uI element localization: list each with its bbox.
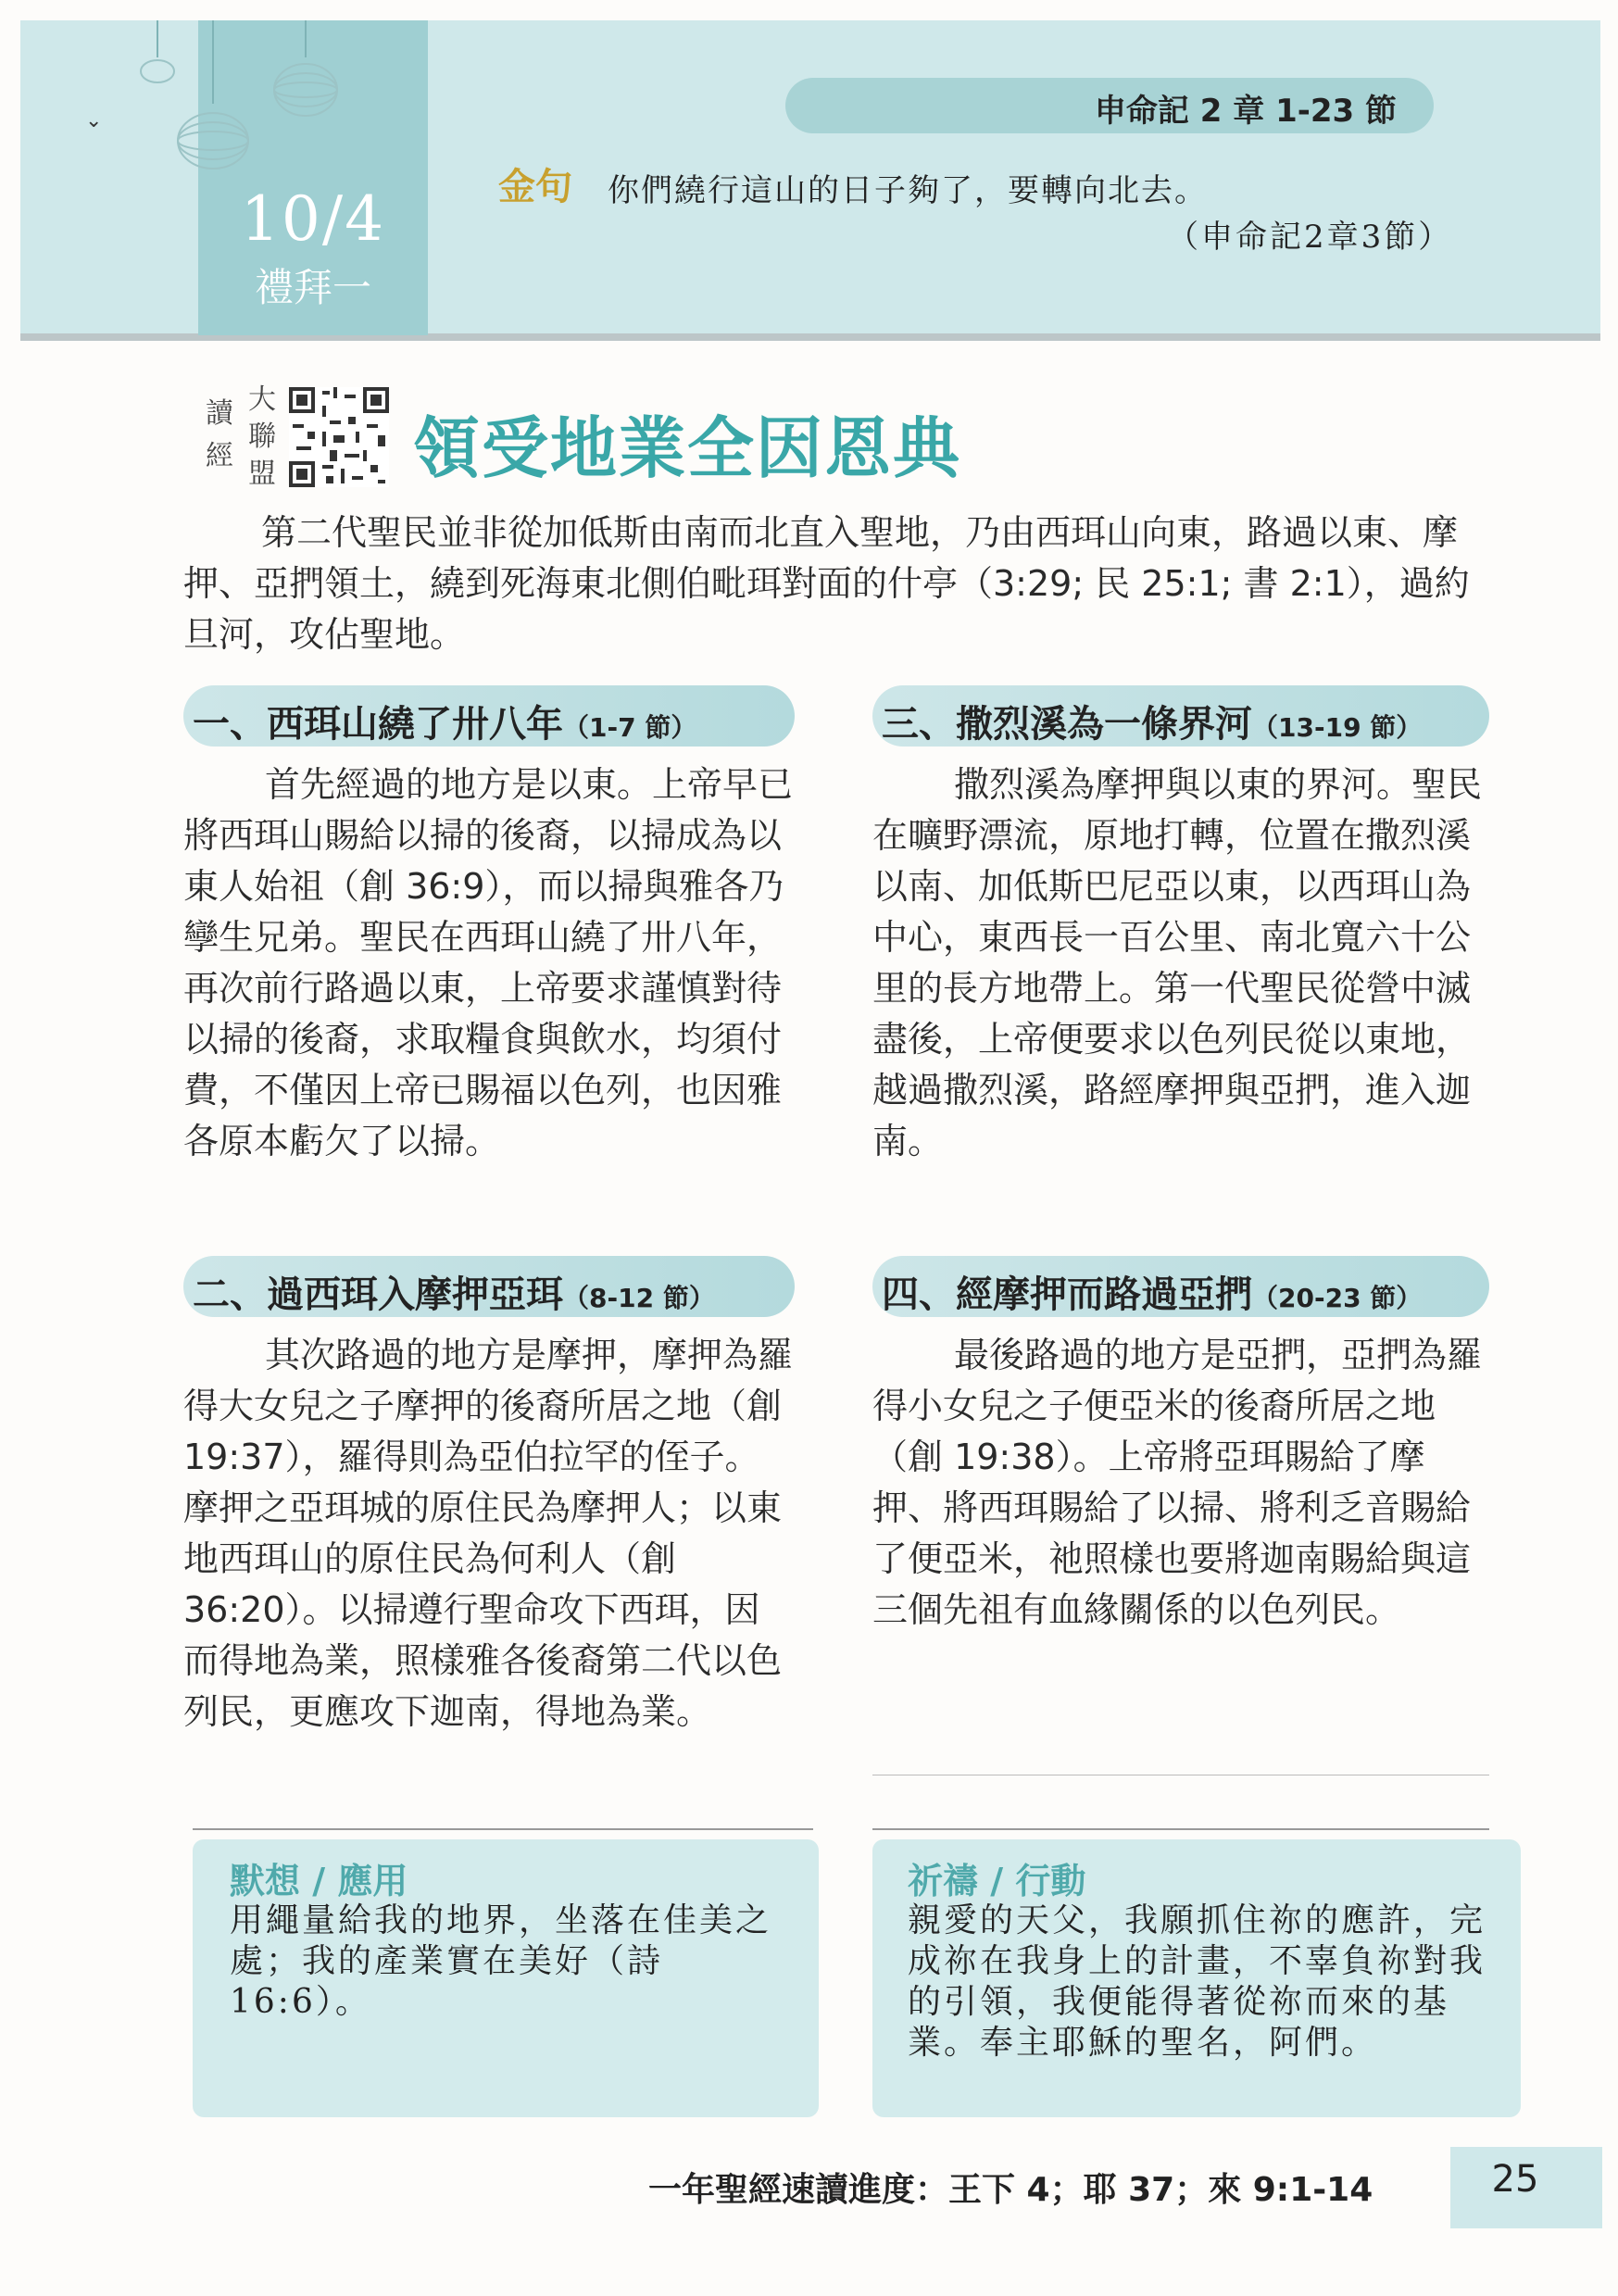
section-verse-ref: （1-7 節） [563, 712, 697, 743]
prayer-text: 親愛的天父，我願抓住祢的應許，完成祢在我身上的計畫，不辜負祢對我的引領，我便能得著從祢而來的基業。奉主耶穌的聖名，阿們。 [908, 1901, 1486, 2062]
divider [193, 1828, 813, 1830]
section-heading-text: 一、西珥山繞了卅八年 [193, 703, 563, 746]
reading-progress: 一年聖經速讀進度：王下 4；耶 37；來 9:1-14 [648, 2171, 1373, 2209]
section-body-2: 其次路過的地方是摩押，摩押為羅得大女兒之子摩押的後裔所居之地（創 19:37），羅得則為亞伯拉罕的侄子。摩押之亞珥城的原住民為摩押人；以東地西珥山的原住民為何利人（創 36:20）。以掃遵行聖命攻下西珥，因而得地為業，照樣雅各後裔第二代以色列民，更應攻下迦南，得地為業。 [183, 1335, 794, 1732]
lantern-ornament-icon [120, 20, 361, 178]
chevron-icon: ⌄ [85, 109, 103, 132]
page-number: 25 [1491, 2158, 1539, 2201]
section-verse-ref: （13-19 節） [1252, 712, 1423, 743]
section-body-3: 撒烈溪為摩押與以東的界河。聖民在曠野漂流，原地打轉，位置在撒烈溪以南、加低斯巴尼亞以東，以西珥山為中心，東西長一百公里、南北寬六十公里的長方地帶上。第一代聖民從營中滅盡後，上帝便要求以色列民從以東地，越過撒烈溪，路經摩押與亞捫，進入迦南。 [872, 764, 1483, 1161]
golden-verse-label: 金句 [498, 166, 572, 208]
meditation-title: 默想 / 應用 [230, 1861, 408, 1901]
section-verse-ref: （8-12 節） [563, 1283, 715, 1313]
golden-verse-reference: （申命記2章3節） [1167, 219, 1453, 256]
date: 10/4 [240, 183, 386, 255]
section-title-4 [882, 1265, 1422, 1318]
meditation-text: 用繩量給我的地界，坐落在佳美之處；我的產業實在美好（詩16:6）。 [230, 1901, 772, 2021]
label-alliance: 大聯盟 [248, 383, 276, 490]
label-read-bible: 讀經 [206, 397, 233, 472]
reading-reference: 申命記 2 章 1-23 節 [1094, 93, 1397, 130]
qr-code-icon [289, 387, 389, 487]
weekday: 禮拜一 [254, 265, 371, 310]
page-title: 領受地業全因恩典 [413, 408, 962, 487]
section-heading-text: 四、經摩押而路過亞捫 [882, 1273, 1252, 1316]
section-title-2 [193, 1265, 715, 1318]
section-body-1: 首先經過的地方是以東。上帝早已將西珥山賜給以掃的後裔，以掃成為以東人始祖（創 36:9），而以掃與雅各乃孿生兄弟。聖民在西珥山繞了卅八年，再次前行路過以東，上帝要求謹慎對待以掃的後裔，求取糧食與飲水，均須付費，不僅因上帝已賜福以色列，也因雅各原本虧欠了以掃。 [183, 764, 794, 1161]
section-verse-ref: （20-23 節） [1252, 1283, 1423, 1313]
section-heading-text: 三、撒烈溪為一條界河 [882, 703, 1252, 746]
section-body-4: 最後路過的地方是亞捫，亞捫為羅得小女兒之子便亞米的後裔所居之地（創 19:38）。上帝將亞珥賜給了摩押、將西珥賜給了以掃、將利乏音賜給了便亞米，祂照樣也要將迦南賜給與這三個先祖有血緣關係的以色列民。 [872, 1335, 1483, 1630]
golden-verse-text: 你們繞行這山的日子夠了，要轉向北去。 [608, 172, 1208, 209]
intro-paragraph: 第二代聖民並非從加低斯由南而北直入聖地，乃由西珥山向東，路過以東、摩押、亞捫領土，繞到死海東北側伯毗珥對面的什亭（3:29; 民 25:1; 書 2:1），過約旦河，攻佔聖地。 [183, 512, 1470, 655]
section-title-3 [882, 695, 1422, 747]
section-title-1 [193, 695, 696, 747]
section-heading-text: 二、過西珥入摩押亞珥 [193, 1273, 563, 1316]
prayer-title: 祈禱 / 行動 [908, 1861, 1086, 1901]
divider [872, 1828, 1489, 1830]
